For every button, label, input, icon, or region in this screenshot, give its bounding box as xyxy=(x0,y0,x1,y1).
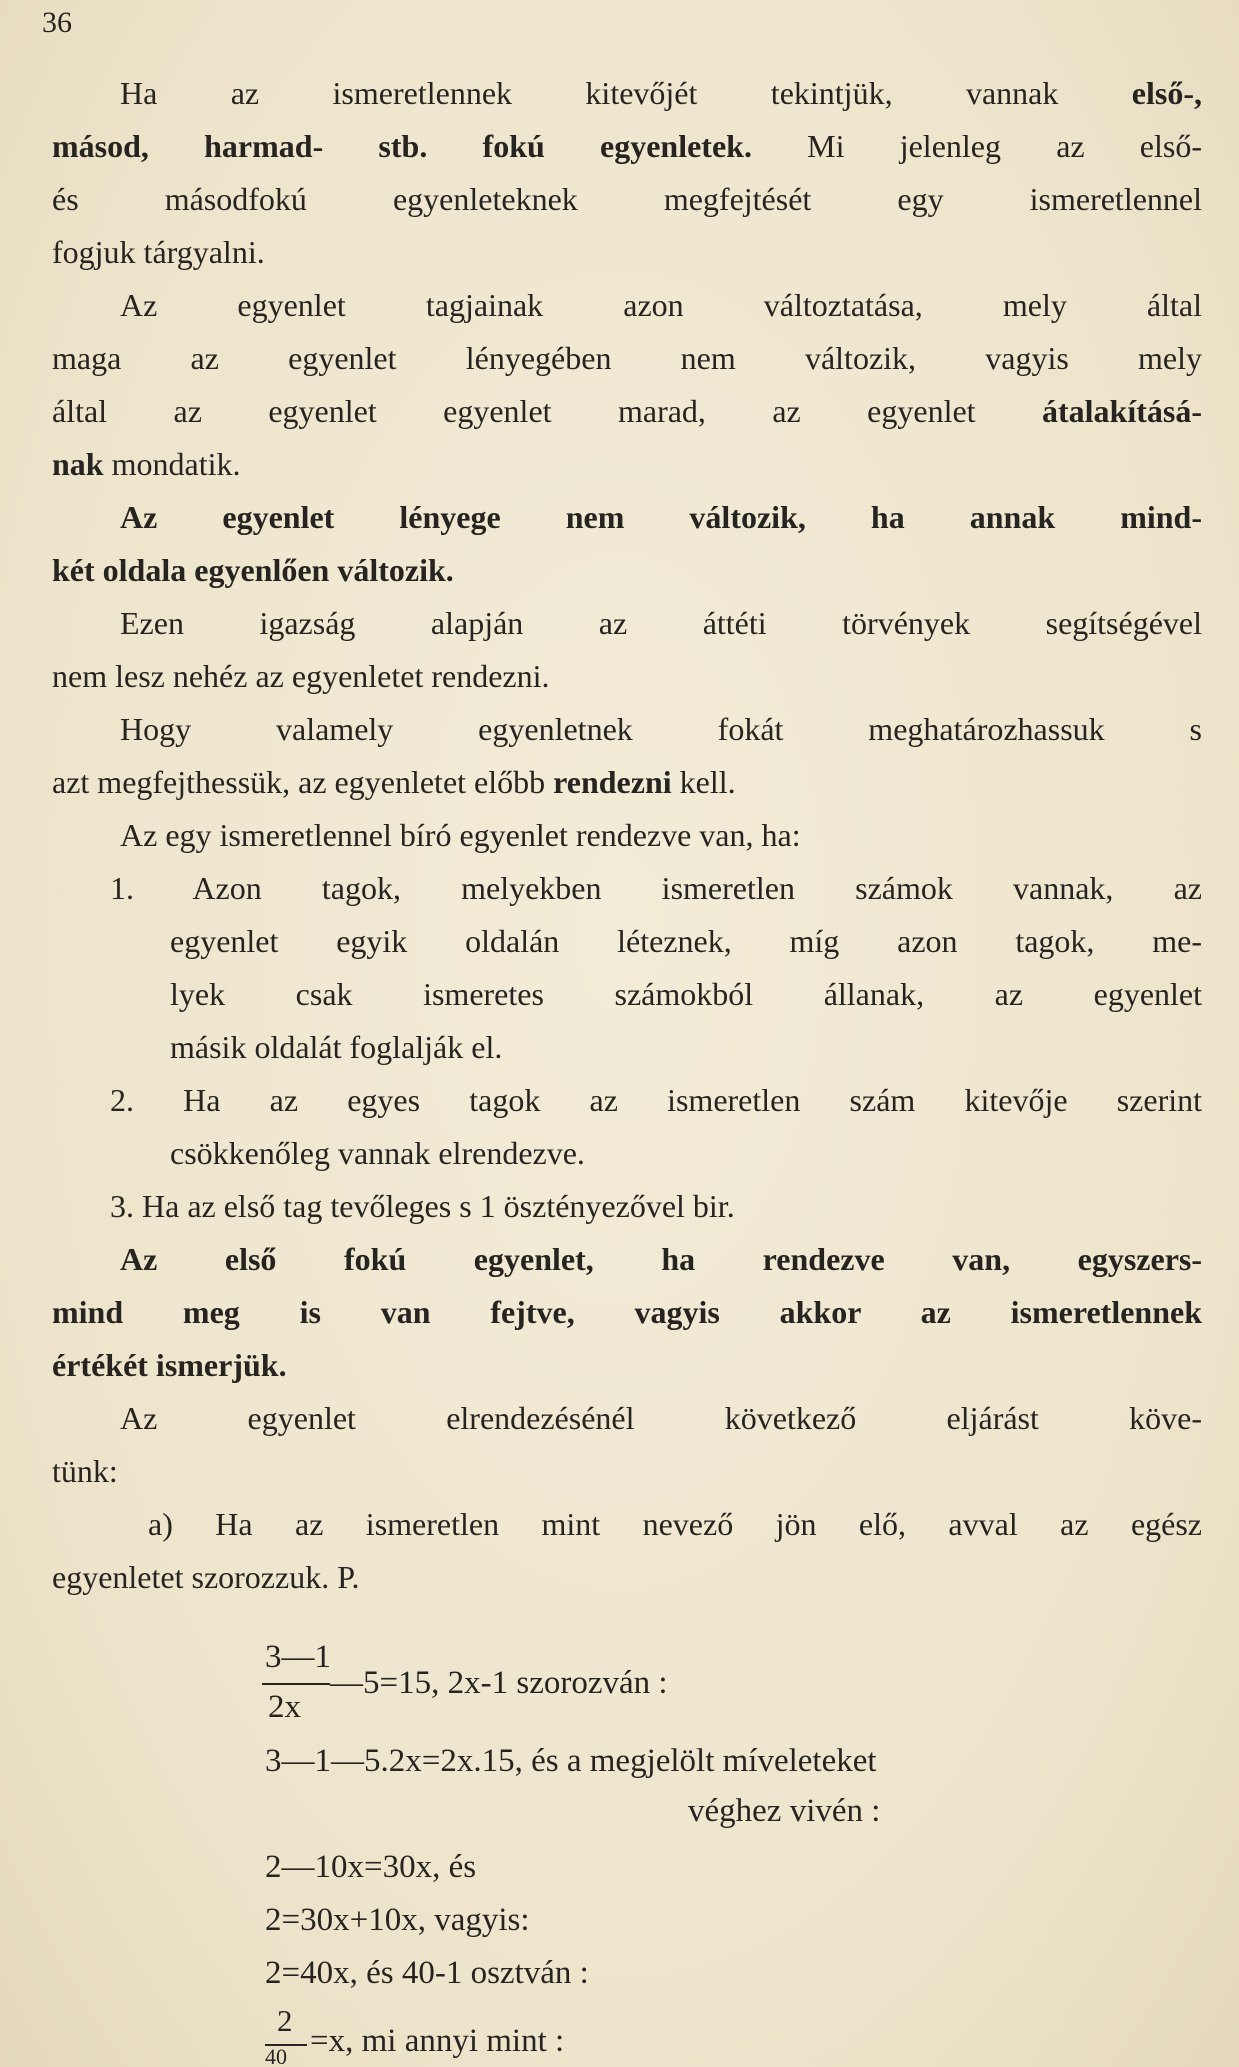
text-line xyxy=(120,710,1202,748)
fraction-1-denominator: 2x xyxy=(268,1689,301,1725)
text-line xyxy=(52,551,1202,589)
text-line xyxy=(120,498,1202,536)
text-line xyxy=(148,1505,1202,1543)
text-line xyxy=(110,1081,1202,1119)
bold-text-run: értékét ismerjük. xyxy=(52,1347,287,1383)
text-line xyxy=(120,74,1202,112)
text-run: maga az egyenlet lényegében nem változik, vagyis mely xyxy=(52,340,1202,376)
text-line xyxy=(120,1399,1202,1437)
fraction-2-numerator: 2 xyxy=(277,2003,293,2038)
bold-text-run: rendezni xyxy=(553,764,672,800)
text-run: csökkenőleg vannak elrendezve. xyxy=(170,1135,585,1171)
text-line xyxy=(120,816,1202,854)
text-line xyxy=(52,233,1202,271)
text-run: azt megfejthessük, az egyenletet előbb xyxy=(52,764,554,800)
text-line xyxy=(52,1293,1202,1331)
text-run: egyenletet szorozzuk. P. xyxy=(52,1559,360,1595)
text-run: 2. Ha az egyes tagok az ismeretlen szám kitevője szerint xyxy=(110,1082,1202,1118)
fraction-2-denominator: 40 xyxy=(265,2046,287,2067)
equation-1-rest: —5=15, 2x-1 szorozván : xyxy=(330,1665,668,1701)
page-number: 36 xyxy=(42,6,72,39)
text-run: és másodfokú egyenleteknek megfejtését egy ismeretlennel xyxy=(52,181,1202,217)
text-run: által az egyenlet egyenlet marad, az egyenlet xyxy=(52,393,1042,429)
text-line xyxy=(110,869,1202,907)
text-line xyxy=(170,975,1202,1013)
equation-4: 2=30x+10x, vagyis: xyxy=(265,1902,530,1938)
text-run: Ezen igazság alapján az áttéti törvények segítségével xyxy=(120,605,1202,641)
text-line xyxy=(52,1452,1202,1490)
text-line xyxy=(52,339,1202,377)
text-run: Mi jelenleg az első- xyxy=(751,128,1203,164)
bold-text-run: Az egyenlet lényege nem változik, ha annak mind- xyxy=(120,499,1202,535)
text-run: Hogy valamely egyenletnek fokát meghatározhassuk s xyxy=(120,711,1202,747)
equation-6-rest: =x, mi annyi mint : xyxy=(310,2023,565,2059)
text-run: a) Ha az ismeretlen mint nevező jön elő, avval az egész xyxy=(148,1506,1202,1542)
text-line xyxy=(52,180,1202,218)
bold-text-run: másod, harmad- stb. fokú egyenletek. xyxy=(52,128,752,164)
bold-text-run: első-, xyxy=(1131,75,1202,111)
equation-5: 2=40x, és 40-1 osztván : xyxy=(265,1955,589,1991)
text-line xyxy=(110,1187,1202,1225)
fraction-1-bar xyxy=(262,1683,330,1685)
bold-text-run: átalakításá- xyxy=(1042,393,1202,429)
text-run: fogjuk tárgyalni. xyxy=(52,234,265,270)
text-line xyxy=(52,657,1202,695)
text-line xyxy=(52,445,1202,483)
text-run: egyenlet egyik oldalán léteznek, míg azon tagok, me- xyxy=(170,923,1202,959)
text-line xyxy=(120,1240,1202,1278)
text-line xyxy=(52,763,1202,801)
text-line xyxy=(170,1134,1202,1172)
text-run: másik oldalát foglalják el. xyxy=(170,1029,503,1065)
equation-2: 3—1—5.2x=2x.15, és a megjelölt míveleteket xyxy=(265,1743,877,1779)
text-run: nem lesz nehéz az egyenletet rendezni. xyxy=(52,658,550,694)
equation-2-continuation: véghez vivén : xyxy=(688,1793,881,1829)
text-run: tünk: xyxy=(52,1453,118,1489)
text-run: kell. xyxy=(671,764,736,800)
bold-text-run: két oldala egyenlően változik. xyxy=(52,552,454,588)
bold-text-run: Az első fokú egyenlet, ha rendezve van, egyszers- xyxy=(120,1241,1202,1277)
text-line xyxy=(120,286,1202,324)
bold-text-run: mind meg is van fejtve, vagyis akkor az ismeretlennek xyxy=(52,1294,1202,1330)
text-run: lyek csak ismeretes számokból állanak, az egyenlet xyxy=(170,976,1202,1012)
fraction-1-numerator: 3—1 xyxy=(265,1639,331,1675)
text-run: 1. Azon tagok, melyekben ismeretlen számok vannak, az xyxy=(110,870,1202,906)
text-line xyxy=(170,1028,1202,1066)
text-run: mondatik. xyxy=(103,446,241,482)
text-line xyxy=(170,922,1202,960)
text-run: Ha az ismeretlennek kitevőjét tekintjük, vannak xyxy=(120,75,1132,111)
bold-text-run: nak xyxy=(52,446,104,482)
text-run: Az egy ismeretlennel bíró egyenlet rendezve van, ha: xyxy=(120,817,801,853)
text-run: 3. Ha az első tag tevőleges s 1 ösztényezővel bir. xyxy=(110,1188,735,1224)
text-line xyxy=(52,1558,1202,1596)
text-run: Az egyenlet tagjainak azon változtatása, mely által xyxy=(120,287,1202,323)
text-run: Az egyenlet elrendezésénél következő eljárást köve- xyxy=(120,1400,1202,1436)
text-line xyxy=(120,604,1202,642)
text-line xyxy=(52,127,1202,165)
text-line xyxy=(52,1346,1202,1384)
text-line xyxy=(52,392,1202,430)
equation-3: 2—10x=30x, és xyxy=(265,1849,477,1885)
